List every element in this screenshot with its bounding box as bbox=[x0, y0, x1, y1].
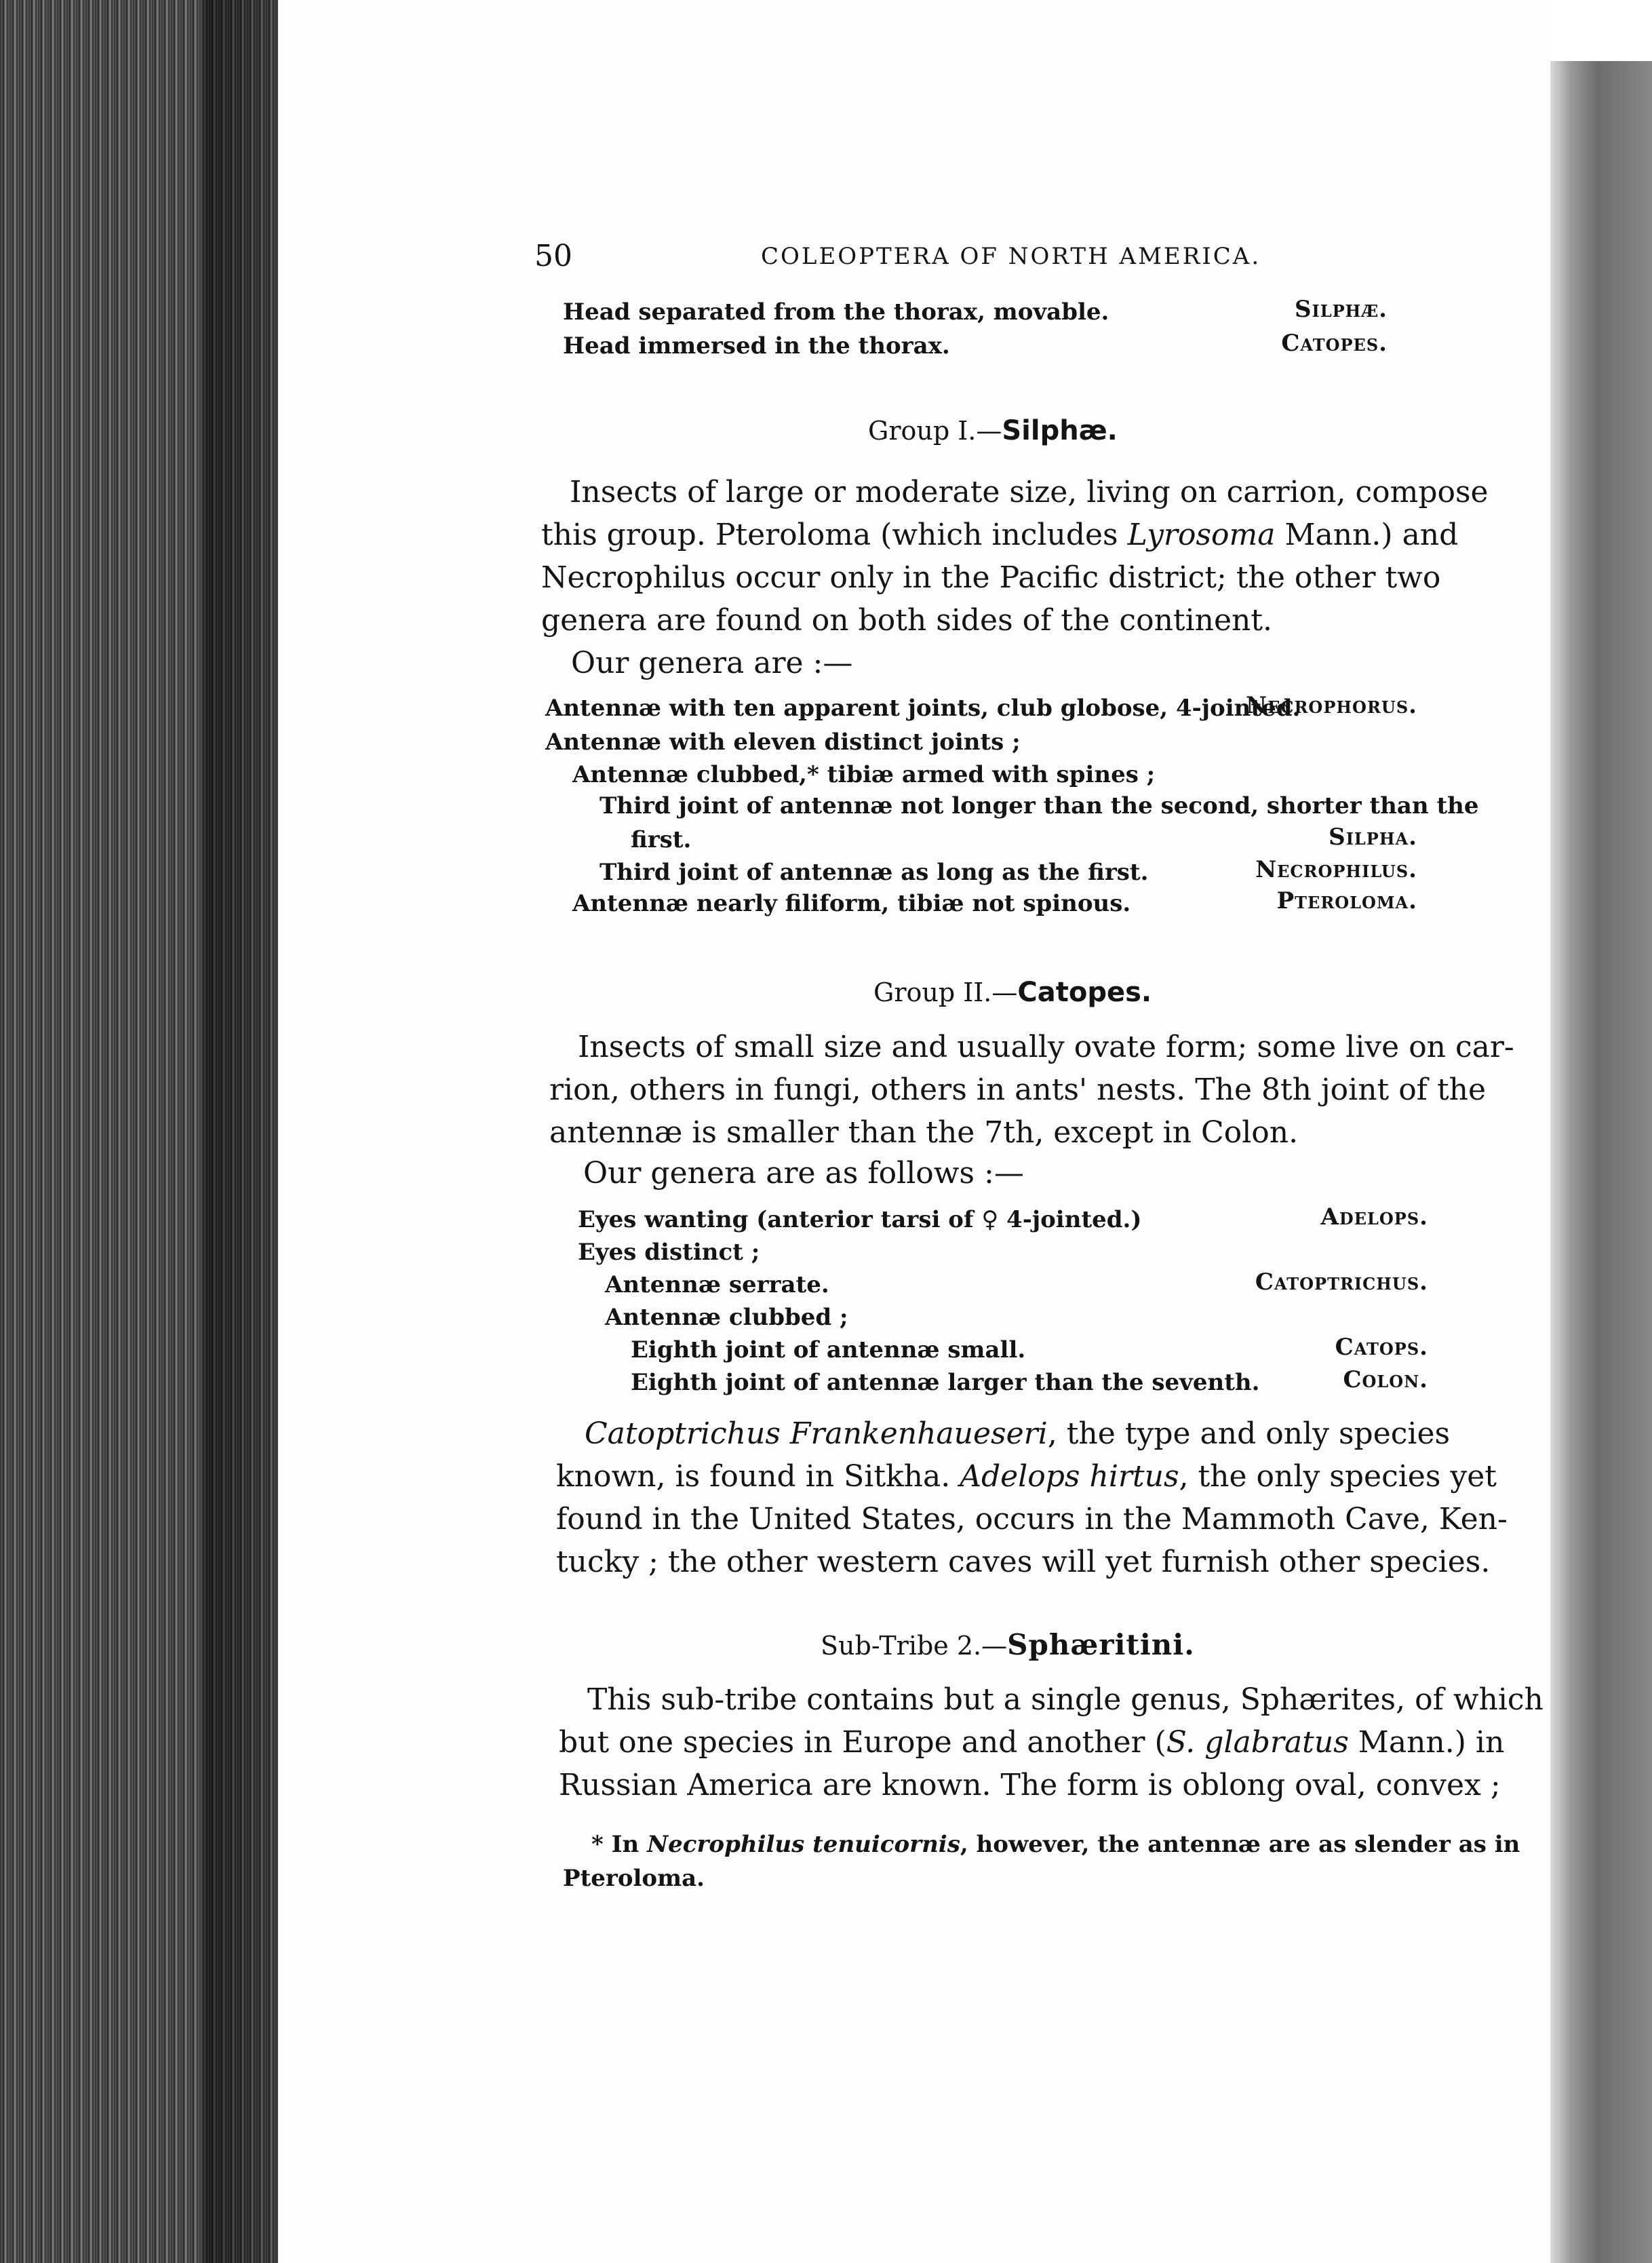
key-line: Antennæ with ten apparent joints, club globose, 4-jointed. bbox=[545, 695, 1301, 722]
catoptrichus-paragraph bbox=[556, 1412, 1508, 1583]
subtribe-paragraph bbox=[559, 1678, 1543, 1806]
key-line: Eighth joint of antennæ small. bbox=[631, 1336, 1026, 1363]
genera-intro: Our genera are :— bbox=[571, 646, 853, 680]
footnote bbox=[563, 1827, 1520, 1895]
key-label: Necrophilus. bbox=[1255, 856, 1417, 883]
text-line: antennæ is smaller than the 7th, except in Colon. bbox=[549, 1115, 1299, 1150]
key-line: Eighth joint of antennæ larger than the seventh. bbox=[631, 1369, 1260, 1396]
key-line: Antennæ clubbed,* tibiæ armed with spines ; bbox=[572, 761, 1156, 788]
text-line: This sub-tribe contains but a single genus, Sphærites, of which bbox=[587, 1682, 1543, 1717]
text-line: known, is found in Sitkha. Adelops hirtus, the only species yet bbox=[556, 1459, 1497, 1494]
group1-paragraph bbox=[541, 471, 1489, 642]
text-line: Catoptrichus Frankenhaueseri, the type and only species bbox=[585, 1416, 1451, 1451]
key-line: Head immersed in the thorax. bbox=[563, 332, 950, 360]
key-line: first. bbox=[631, 826, 692, 853]
key-label: Catopes. bbox=[1281, 330, 1388, 357]
key-label: Adelops. bbox=[1320, 1203, 1428, 1231]
subtribe-heading: Sub-Tribe 2.—Sphæritini. bbox=[821, 1628, 1195, 1661]
gutter-shadow bbox=[203, 0, 278, 2263]
key-label: Colon. bbox=[1343, 1366, 1428, 1393]
key-label: Silpha. bbox=[1329, 824, 1417, 851]
key-line: Third joint of antennæ not longer than the second, shorter than the bbox=[599, 792, 1479, 819]
key-label: Pteroloma. bbox=[1276, 887, 1417, 914]
genera-intro: Our genera are as follows :— bbox=[583, 1156, 1024, 1191]
text-line: this group. Pteroloma (which includes Lyrosoma Mann.) and bbox=[541, 518, 1459, 552]
footnote-line: Pteroloma. bbox=[563, 1865, 705, 1892]
running-title: COLEOPTERA OF NORTH AMERICA. bbox=[761, 243, 1261, 270]
text-line: found in the United States, occurs in the Mammoth Cave, Ken- bbox=[556, 1502, 1508, 1536]
text-line: genera are found on both sides of the continent. bbox=[541, 603, 1273, 638]
key-label: Silphæ. bbox=[1294, 296, 1388, 323]
book-right-edge-top bbox=[1550, 0, 1652, 61]
key-label: Catops. bbox=[1335, 1334, 1428, 1361]
text-line: Russian America are known. The form is oblong oval, convex ; bbox=[559, 1768, 1501, 1802]
key-label: Catoptrichus. bbox=[1255, 1269, 1428, 1296]
book-page bbox=[278, 0, 1550, 2263]
group2-paragraph bbox=[549, 1026, 1514, 1154]
key-line: Eyes wanting (anterior tarsi of ♀ 4-jointed.) bbox=[578, 1206, 1142, 1233]
text-line: but one species in Europe and another (S. glabratus Mann.) in bbox=[559, 1725, 1505, 1760]
text-line: tucky ; the other western caves will yet furnish other species. bbox=[556, 1545, 1491, 1579]
footnote-line: * In Necrophilus tenuicornis, however, the antennæ are as slender as in bbox=[591, 1831, 1520, 1858]
text-line: Insects of large or moderate size, living on carrion, compose bbox=[570, 475, 1489, 509]
key-label: Necrophorus. bbox=[1246, 692, 1417, 719]
group-heading: Group I.—Silphæ. bbox=[868, 415, 1118, 446]
text-line: Insects of small size and usually ovate form; some live on car- bbox=[578, 1030, 1514, 1064]
text-line: Necrophilus occur only in the Pacific district; the other two bbox=[541, 560, 1441, 595]
key-line: Antennæ serrate. bbox=[605, 1271, 829, 1298]
key-line: Head separated from the thorax, movable. bbox=[563, 298, 1109, 326]
book-right-edge bbox=[1550, 0, 1652, 2263]
key-line: Antennæ with eleven distinct joints ; bbox=[545, 729, 1021, 756]
page-number: 50 bbox=[534, 239, 572, 273]
key-line: Antennæ clubbed ; bbox=[605, 1304, 848, 1331]
key-line: Third joint of antennæ as long as the first. bbox=[599, 859, 1149, 886]
key-line: Eyes distinct ; bbox=[578, 1239, 760, 1266]
text-line: rion, others in fungi, others in ants' nests. The 8th joint of the bbox=[549, 1072, 1487, 1107]
key-line: Antennæ nearly filiform, tibiæ not spinous. bbox=[572, 890, 1131, 917]
group-heading: Group II.—Catopes. bbox=[873, 977, 1152, 1008]
